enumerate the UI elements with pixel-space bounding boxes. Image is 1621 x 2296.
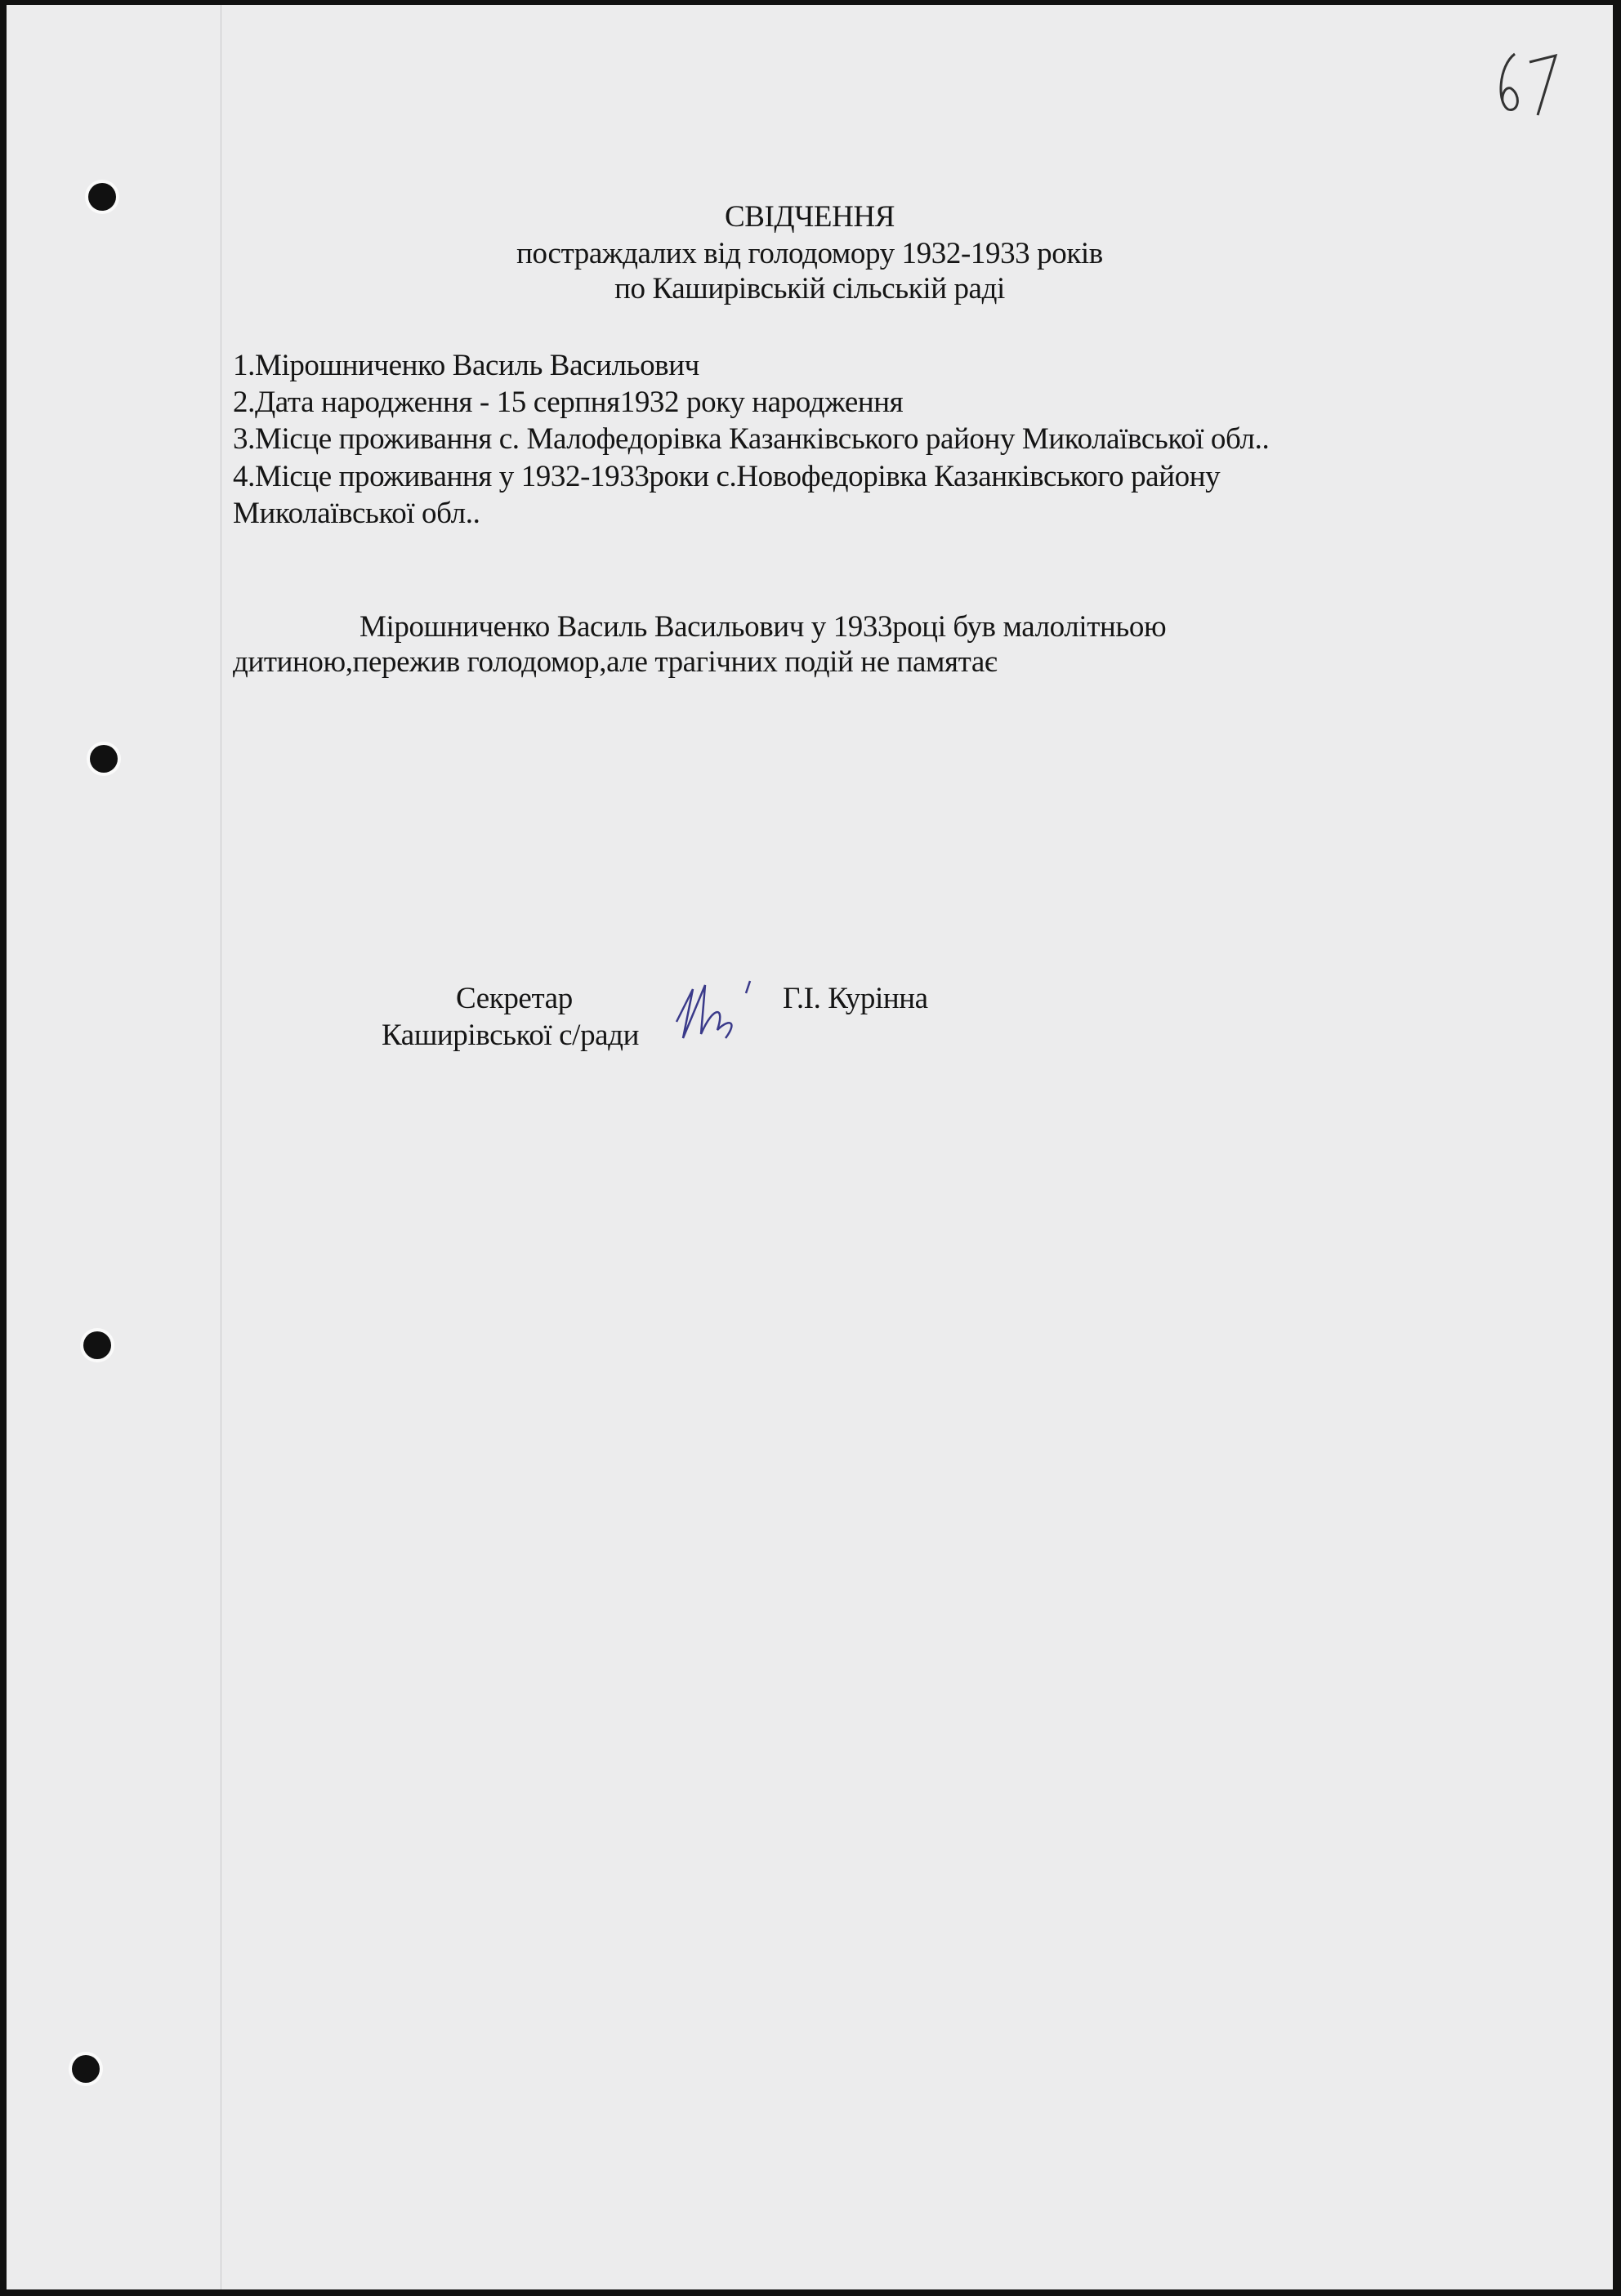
paragraph-line: дитиною,пережив голодомор,але трагічних подій не памятає: [233, 645, 998, 679]
punch-hole: [90, 745, 118, 773]
list-item: 4.Місце проживання у 1932-1933роки с.Новофедорівка Казанківського району: [233, 460, 1221, 493]
signature-position: Каширівської с/ради: [382, 1019, 640, 1052]
punch-hole: [72, 2055, 100, 2083]
list-item: 1.Мірошниченко Василь Васильович: [233, 349, 699, 382]
document-subtitle: постраждалих від голодомору 1932-1933 років: [516, 237, 1103, 270]
list-item: 2.Дата народження - 15 серпня1932 року народження: [233, 386, 904, 419]
document-page: [7, 5, 1613, 2289]
signatory-name: Г.І. Курінна: [783, 982, 928, 1015]
document-title: СВІДЧЕННЯ: [724, 200, 895, 234]
document-subtitle: по Каширівській сільській раді: [614, 272, 1005, 305]
paragraph-line: Мірошниченко Василь Васильович у 1933році був малолітньою: [359, 610, 1167, 644]
handwritten-signature: [668, 973, 783, 1054]
punch-hole: [83, 1331, 111, 1359]
list-item: Миколаївської обл..: [233, 497, 480, 530]
handwritten-page-number: [1490, 38, 1564, 127]
list-item: 3.Місце проживання с. Малофедорівка Казанківського району Миколаївської обл..: [233, 422, 1270, 456]
signature-position: Секретар: [456, 982, 573, 1015]
